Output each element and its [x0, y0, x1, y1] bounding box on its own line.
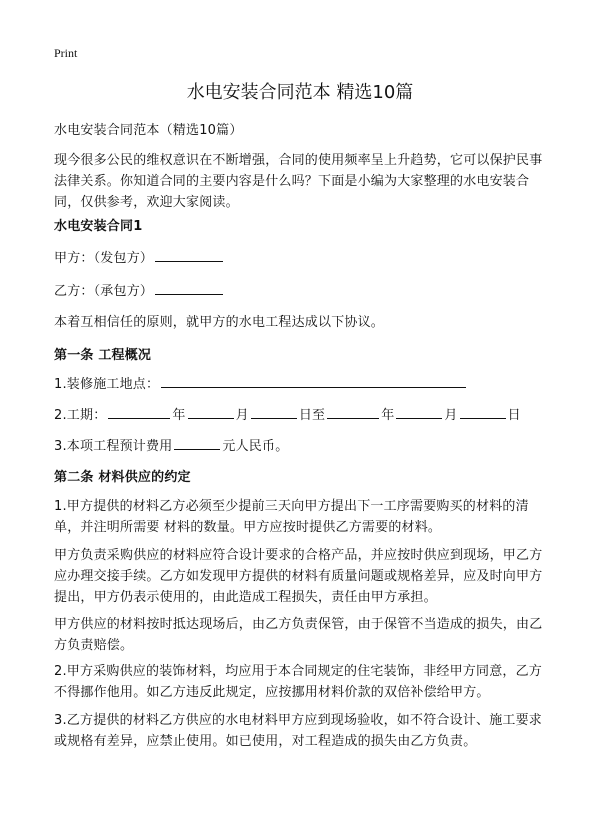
party-a-blank	[155, 248, 223, 262]
section2-paragraph: 甲方供应的材料按时抵达现场后，由乙方负责保管，由于保管不当造成的损失，由乙方负责赔偿。	[54, 617, 543, 653]
item2-month: 月	[235, 408, 249, 423]
item3-label: 3.本项工程预计费用	[54, 439, 173, 454]
item3-blank	[174, 436, 220, 450]
item1-line	[54, 374, 554, 395]
item2-blank	[251, 405, 297, 419]
section2-paragraph: 2.甲方采购供应的装饰材料，均应用于本合同规定的住宅装饰，非经甲方同意，乙方不得挪作他用。如乙方违反此规定，应按挪用材料价款的双倍补偿给甲方。	[54, 664, 543, 700]
section2-paragraph: 甲方负责采购供应的材料应符合设计要求的合格产品，并应按时供应到现场，甲乙方应办理交接手续。乙方如发现甲方提供的材料有质量问题或规格差异，应及时向甲方提出，甲方仍表示使用的，由此造成工程损失，责任由甲方承担。	[54, 548, 543, 605]
contract-heading: 水电安装合同1	[54, 219, 143, 234]
section1-heading: 第一条 工程概况	[54, 348, 152, 363]
item2-line	[54, 405, 554, 426]
item2-day: 日	[507, 408, 521, 423]
party-b-blank	[155, 281, 223, 295]
item2-label: 2.工期：	[54, 408, 107, 423]
party-b-line	[54, 281, 554, 302]
document-title: 水电安装合同范本 精选10篇	[186, 82, 414, 103]
item3-suffix: 元人民币。	[222, 439, 289, 454]
item2-blank	[108, 405, 170, 419]
party-b-label: 乙方：（承包方）	[54, 284, 154, 299]
item2-year2: 年	[381, 408, 395, 423]
intro-paragraph: 现今很多公民的维权意识在不断增强，合同的使用频率呈上升趋势，它可以保护民事法律关系。你知道合同的主要内容是什么吗？下面是小编为大家整理的水电安装合同，仅供参考，欢迎大家阅读。	[54, 153, 543, 210]
item2-blank	[188, 405, 234, 419]
agreement-line: 本着互相信任的原则，就甲方的水电工程达成以下协议。	[54, 315, 385, 330]
item2-blank	[327, 405, 379, 419]
item2-blank	[396, 405, 442, 419]
item1-blank	[161, 374, 466, 388]
item2-year: 年	[172, 408, 186, 423]
print-link[interactable]: Print	[54, 46, 78, 60]
item1-label: 1.装修施工地点：	[54, 377, 160, 392]
item2-blank	[460, 405, 506, 419]
item3-line	[54, 436, 554, 457]
section2-paragraph: 3.乙方提供的材料乙方供应的水电材料甲方应到现场验收，如不符合设计、施工要求或规格有差异，应禁止使用。如已使用，对工程造成的损失由乙方负责。	[54, 713, 543, 749]
party-a-label: 甲方：（发包方）	[54, 251, 154, 266]
party-a-line	[54, 248, 554, 269]
section2-heading: 第二条 材料供应的约定	[54, 470, 191, 485]
document-subtitle: 水电安装合同范本（精选10篇）	[54, 123, 243, 138]
section2-paragraph: 1.甲方提供的材料乙方必须至少提前三天向甲方提出下一工序需要购买的材料的清单，并注明所需要 材料的数量。甲方应按时提供乙方需要的材料。	[54, 499, 529, 535]
item2-day-to: 日至	[298, 408, 326, 423]
item2-month2: 月	[444, 408, 458, 423]
